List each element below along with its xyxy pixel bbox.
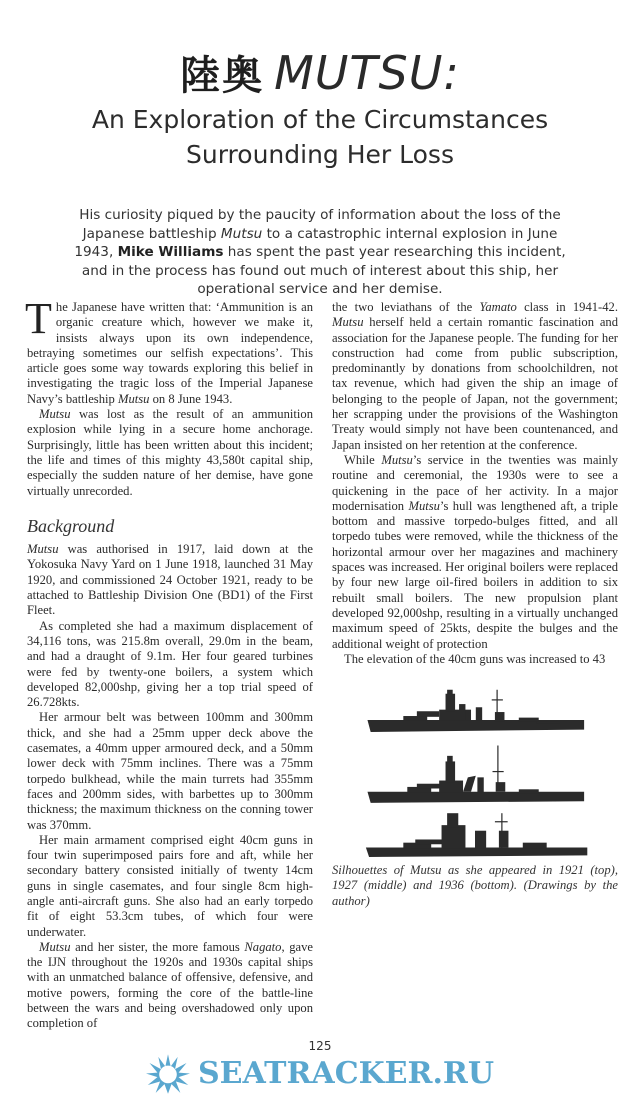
- paragraph: [27, 940, 313, 1032]
- paragraph: [27, 619, 313, 711]
- text-run: Her armour belt was between 100mm and 300mm thick, and she had a 25mm upper deck above the casemates, a 40mm upper armoured deck, and a 50mm lower deck with 75mm inclines. There was a 75mm torpedo bulkhead, while the main turrets had 355mm faces and 200mm sides, with barbettes up to 300mm thickness; the maximum thickness on the conning tower was 370mm.: [27, 710, 313, 832]
- paragraph: [27, 710, 313, 832]
- silhouette-1936: [366, 813, 587, 857]
- text-run: ’s service in the twenties was mainly routine and ceremonial, the 1930s were to see a quickening in the pace of her activity. In a major modernisation: [332, 452, 618, 513]
- italic-text: Mutsu: [117, 391, 150, 406]
- paragraph: [25, 294, 313, 407]
- text-run: , gave the IJN throughout the 1920s and 1930s capital ships with an unmatched balance of offensive, defensive, and motive powers, forming the core of the battle-line between the wars and being overshadowed only upon completion of: [27, 939, 313, 1031]
- italic-text: Mutsu: [381, 452, 413, 467]
- italic-text: Mutsu: [332, 315, 364, 330]
- text-run: Her main armament comprised eight 40cm guns in four twin superimposed pairs fore and aft, while her secondary battery consisted initially of twenty 14cm guns in single casemates, and four single 8cm high-angle anti-aircraft guns. She also had an early torpedo fit of eight 53.3cm tubes, of which four were underwater.: [27, 832, 313, 939]
- sun-logo-icon: [146, 1054, 190, 1094]
- text-run: was lost as the result of an ammunition explosion while lying in a secure home anchorage. Surprisingly, little has been written about this incident; the life and times of this mighty 43,580t capital ship, especially the sudden nature of her demise, have gone virtually unrecorded.: [27, 407, 313, 498]
- intro-section: [25, 294, 313, 499]
- silhouette-1921: [367, 690, 584, 732]
- drop-cap: T: [25, 294, 52, 343]
- ship-silhouettes-figure: [332, 677, 618, 857]
- right-column: [332, 300, 618, 1032]
- subtitle-line-1: An Exploration of the Circumstances: [91, 105, 549, 134]
- right-column-text: [332, 300, 618, 667]
- italic-text: Mutsu: [39, 939, 71, 954]
- paragraph: [332, 453, 618, 652]
- ship-name: Mutsu: [220, 225, 263, 242]
- text-run: ’s hull was lengthened aft, a triple bottom and massive torpedo-bulges fitted, and all torpedo tubes were removed, while the thickness of the horizontal armour over her magazines and machinery spaces was increased. Her original boilers were replaced by four new large oil-fired boilers in addition to six rebuilt small boilers. The new propulsion plant developed 92,000shp, resulting in a virtually unchanged maximum speed of 25kts, despite the bulges and the additional weight of protection: [332, 498, 618, 651]
- columns: [0, 294, 640, 1032]
- title-ship-name: MUTSU:: [274, 45, 460, 100]
- article-title: [0, 44, 640, 101]
- watermark: [0, 1054, 640, 1094]
- text-run: class in 1941-42.: [516, 300, 618, 314]
- paragraph: [332, 300, 618, 453]
- paragraph: [27, 833, 313, 940]
- text-run: herself held a certain romantic fascination and association for the Japanese people. The funding for her construction had come from public subscription, predominantly by donations from schoolchildren, not tax revenue, which had given the ship an image of belonging to the people of Japan, not the government; her scrapping under the provisions of the Washington Treaty would simply not have been countenanced, and Japan insisted on her retention at the conference.: [332, 315, 618, 452]
- title-kanji: 陸奥: [180, 53, 265, 99]
- paragraph: [332, 652, 618, 667]
- subtitle-line-2: Surrounding Her Loss: [186, 140, 454, 169]
- text-run: he Japanese have written that: ‘Ammunition is an organic creature which, however we make it, insists always upon its own independence, betraying sometimes our selfish expectations’. This article goes some way towards exploring this belief in investigating the tragic loss of the Imperial Japanese Navy’s battleship: [27, 300, 313, 406]
- background-section: [27, 542, 313, 1032]
- standfirst: His curiosity piqued by the paucity of information about the loss of the Japanese battleship Mutsu to a catastrophic internal explosion in June 1943, Mike Williams has spent the past year researching this incident, and in the process has found out much of interest about this ship, her operational service and her demise.: [74, 207, 566, 297]
- italic-text: Yamato: [479, 300, 517, 314]
- italic-text: Nagato: [244, 939, 282, 954]
- italic-text: Mutsu: [408, 498, 440, 513]
- paragraph: [27, 542, 313, 618]
- text-run: the two leviathans of the: [332, 300, 480, 314]
- watermark-text: SEATRACKER.RU: [198, 1056, 494, 1092]
- text-run: The elevation of the 40cm guns was increased to 43: [344, 651, 606, 666]
- text-run: As completed she had a maximum displacement of 34,116 tons, was 215.8m overall, 29.0m in the beam, and had a draught of 9.1m. Her four geared turbines were fed by twenty-one boilers, a system which developed 82,000shp, giving her a top trial speed of 26.728kts.: [27, 618, 313, 710]
- page-number: 125: [308, 1038, 332, 1053]
- text-run: on 8 June 1943.: [149, 391, 233, 406]
- author-name: Mike Williams: [117, 244, 224, 260]
- italic-text: Mutsu: [27, 542, 59, 557]
- text-run: While: [344, 452, 382, 467]
- text-run: and her sister, the more famous: [70, 939, 245, 954]
- italic-text: Mutsu: [39, 407, 71, 422]
- figure-caption: Silhouettes of Mutsu as she appeared in 1921 (top), 1927 (middle) and 1936 (bottom). (Drawings by the author): [332, 863, 618, 908]
- paragraph: [27, 407, 313, 499]
- page-footer: [0, 1038, 640, 1094]
- section-heading: Background: [27, 515, 115, 536]
- silhouette-1927: [367, 746, 584, 803]
- left-column: [25, 294, 313, 1032]
- text-run: was authorised in 1917, laid down at the Yokosuka Navy Yard on 1 June 1918, launched 31 May 1920, and commissioned 24 October 1921, ready to be attached to Battleship Division One (BD1) of the First Fleet.: [27, 542, 313, 618]
